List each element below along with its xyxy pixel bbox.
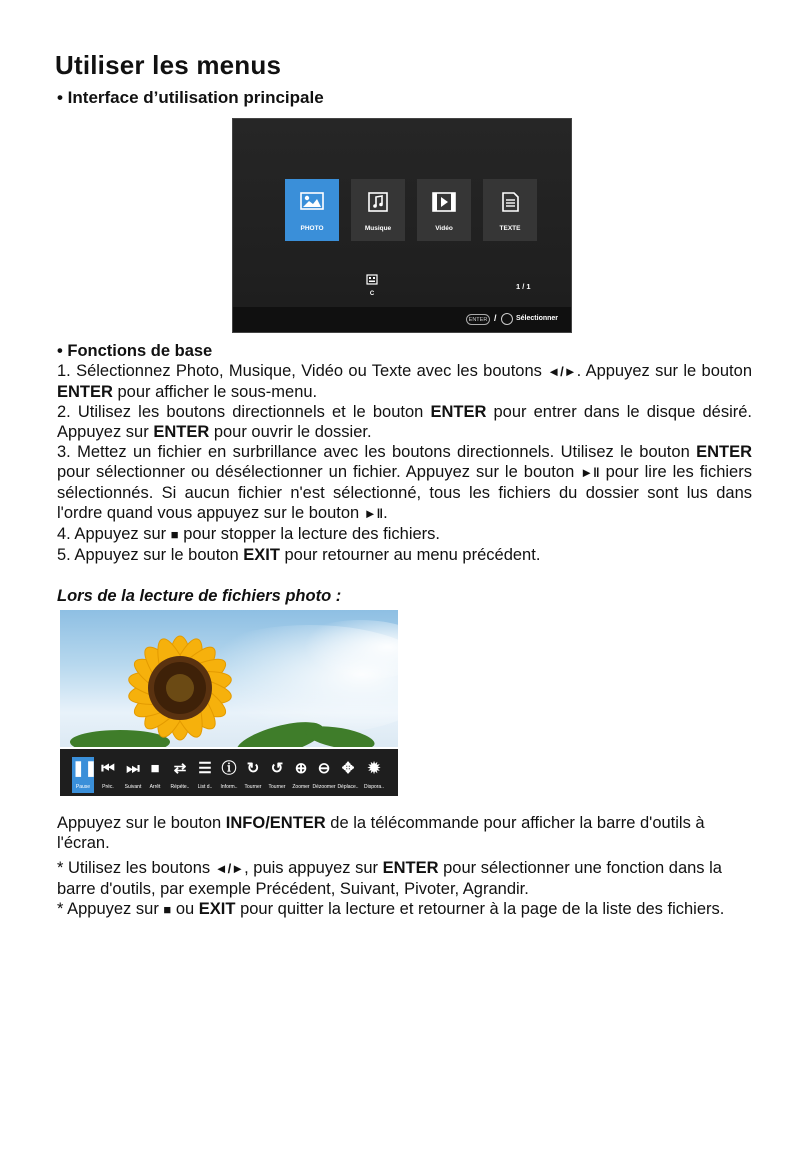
toolbar-label: Préc. [102,784,114,790]
tile-photo[interactable] [285,179,339,241]
stop-glyph: ■ [163,902,172,917]
photo-toolbar [60,749,398,796]
step-5 [57,545,752,565]
enter-keyword: ENTER [382,859,439,877]
step-4 [57,524,752,545]
toolbar-label: List d.. [197,784,213,790]
text: 5. Appuyez sur le bouton [57,546,244,564]
text: 1. Sélectionnez Photo, Musique, Vidéo ou Texte avec les boutons [57,362,548,380]
repeat-icon: ⇄ [173,760,187,777]
text: . Appuyez sur le bouton [576,362,752,380]
toolbar-zoom-out[interactable] [313,757,335,793]
drive-icon [366,274,378,285]
toolbar-list[interactable] [194,757,216,793]
zoom-in-icon: ⊕ [294,760,308,777]
section-title-main-interface: • Interface d’utilisation principale [57,88,324,107]
status-bar [233,307,571,332]
basic-functions [57,341,752,565]
move-icon: ✥ [341,760,355,777]
toolbar-label: Dézoomer [312,784,336,790]
text: pour entrer dans le disque désiré. Appuyez sur [57,403,752,441]
toolbar-label: Dispora.. [363,784,384,790]
photo-icon [300,192,324,210]
tile-music[interactable] [351,179,405,241]
instruction-1 [57,813,752,853]
toolbar-info[interactable] [218,757,240,793]
text: pour sélectionner une fonction dans la barre d'outils, par exemple Précédent, Suivant, Pivoter, Agrandir. [57,859,722,898]
info-icon: ⓘ [221,760,237,777]
drive-item[interactable] [364,272,380,297]
text: pour quitter la lecture et retourner à la page de la liste des fichiers. [235,900,725,918]
toolbar-prev[interactable] [97,757,119,793]
toolbar-label: Inform.. [220,784,238,790]
stop-icon: ■ [150,760,160,777]
step-1 [57,361,752,402]
toolbar-label: Zoomer [292,784,310,790]
text: 4. Appuyez sur [57,525,171,543]
rotate-ccw-icon: ↺ [270,760,284,777]
toolbar-label: Arrêt [149,784,161,790]
toolbar-label: Tourner [244,784,262,790]
toolbar-label: Suivant [124,784,142,790]
toolbar-rotate-cw[interactable] [242,757,264,793]
ok-button-icon [501,313,513,325]
zoom-out-icon: ⊖ [317,760,331,777]
enter-keyword: ENTER [57,383,113,401]
tile-label: Vidéo [435,225,453,232]
toolbar-pause[interactable] [72,757,98,793]
text: * Utilisez les boutons [57,859,215,877]
text: Appuyez sur le bouton [57,814,226,832]
video-icon [432,192,456,212]
toolbar-rotate-ccw[interactable] [266,757,288,793]
tile-text[interactable] [483,179,537,241]
play-pause-glyph: ►‖ [580,465,600,480]
text: pour retourner au menu précédent. [279,546,541,564]
toolbar-settings[interactable] [363,757,385,793]
prev-icon: ⏮ [101,760,115,777]
step-2 [57,402,752,442]
tile-label: TEXTE [499,225,521,232]
toolbar-repeat[interactable] [169,757,191,793]
text: pour sélectionner ou désélectionner un fichier. Appuyez sur le bouton [57,463,581,481]
toolbar-label: Déplace.. [337,784,359,790]
instruction-2 [57,858,752,920]
text: , puis appuyez sur [244,859,383,877]
select-hint: Sélectionner [516,315,559,322]
toolbar-label: Répéte.. [170,784,190,790]
instruction-3 [57,899,752,920]
text: 2. Utilisez les boutons directionnels et le bouton [57,403,431,421]
page-counter: 1 / 1 [516,282,531,291]
tile-label: Musique [364,225,392,232]
enter-key-icon: ENTER [466,314,490,325]
arrows-glyph: ◄/► [214,861,245,876]
enter-keyword: ENTER [430,403,487,421]
text: * Appuyez sur [57,900,164,918]
toolbar-label: Pause [75,784,91,790]
text: . [383,504,388,522]
main-menu-screen [232,118,572,333]
pause-icon: ❚❚ [72,760,98,777]
play-pause-glyph: ►‖ [363,506,384,521]
text-icon [498,192,522,212]
drive-label: C [369,291,375,297]
instruction-2-line [57,858,752,899]
toolbar-label: Tourner [268,784,286,790]
text: pour stopper la lecture des fichiers. [178,525,440,543]
section-title-basic-functions: • Fonctions de base [57,342,213,360]
text: pour ouvrir le dossier. [209,423,372,441]
separator: / [494,313,497,323]
settings-icon: ✹ [367,760,381,777]
toolbar-move[interactable] [337,757,359,793]
sunflower-photo [60,610,398,747]
section-title-photo: Lors de la lecture de fichiers photo : [57,587,342,605]
music-icon [366,192,390,212]
info-enter-keyword: INFO/ENTER [225,814,326,832]
text: pour afficher le sous-menu. [112,383,318,401]
text: pour lire les fichiers sélectionnés. Si aucun fichier n'est sélectionné, tous les fichiers du dossier sont lus dans l'ordre quand vous appuyez sur le bouton [57,463,752,522]
tile-label: PHOTO [300,225,324,232]
enter-keyword: ENTER [153,423,210,441]
list-icon: ☰ [198,760,212,777]
stop-glyph: ■ [170,527,179,542]
tile-video[interactable] [417,179,471,241]
exit-keyword: EXIT [243,546,280,564]
text: 3. Mettez un fichier en surbrillance avec les boutons directionnels. Utilisez le bouton [57,443,697,461]
arrows-glyph: ◄/► [547,364,577,379]
text: de la télécommande pour afficher la barre d'outils à l'écran. [57,814,705,852]
enter-keyword: ENTER [696,443,752,461]
exit-keyword: EXIT [198,900,236,918]
next-icon: ⏭ [126,760,140,777]
text: ou [171,900,199,918]
rotate-cw-icon: ↻ [246,760,260,777]
page-title: Utiliser les menus [55,50,282,80]
toolbar-stop[interactable] [144,757,166,793]
sunflower-image [60,610,398,747]
step-3 [57,442,752,524]
